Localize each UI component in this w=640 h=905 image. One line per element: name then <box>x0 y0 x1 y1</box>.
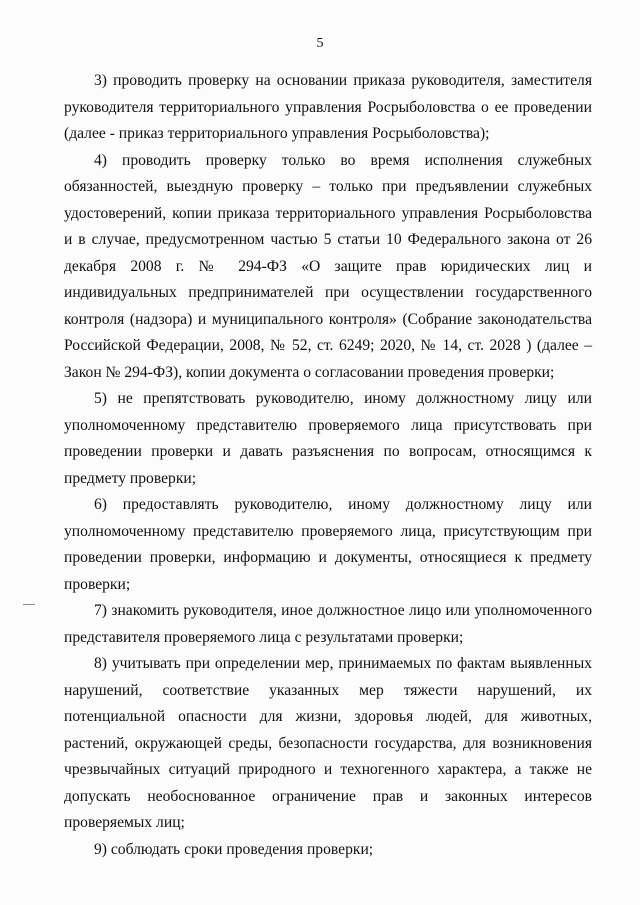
margin-mark <box>23 604 35 605</box>
paragraph-9: 9) соблюдать сроки проведения проверки; <box>94 840 374 858</box>
page-number: 5 <box>316 36 324 51</box>
paragraph-5: 5) не препятствовать руководителю, иному должностному лицу или уполномоченному представителю проверяемого лица присутствовать при проведении проверки и давать разъяснения по вопросам, относящимся к предмету проверки; <box>64 390 592 487</box>
paragraph-6: 6) предоставлять руководителю, иному должностному лицу или уполномоченному представителю проверяемого лица, присутствующим при проведении проверки, информацию и документы, относящиеся к предмету проверки; <box>64 496 592 593</box>
paragraph-7: 7) знакомить руководителя, иное должностное лицо или уполномоченного представителя проверяемого лица с результатами проверки; <box>64 602 592 646</box>
paragraph-3: 3) проводить проверку на основании приказа руководителя, заместителя руководителя территориального управления Росрыболовства о ее проведении (далее - приказ территориального управления Росрыболовства); <box>64 72 592 142</box>
document-body <box>64 68 592 863</box>
paragraph-4: 4) проводить проверку только во время исполнения служебных обязанностей, выездную проверку – только при предъявлении служебных удостоверений, копии приказа территориального управления Росрыболовства и в случае, предусмотренном частью 5 статьи 10 Федерального закона от 26 декабря 2008 г. № 294-ФЗ «О защите прав юридических лиц и индивидуальных предпринимателей при осуществлении государственного контроля (надзора) и муниципального контроля» (Собрание законодательства Российской Федерации, 2008, № 52, ст. 6249; 2020, № 14, ст. 2028 ) (далее – Закон № 294-ФЗ), копии документа о согласовании проведения проверки; <box>64 151 592 381</box>
paragraph-8: 8) учитывать при определении мер, принимаемых по фактам выявленных нарушений, соответствие указанных мер тяжести нарушений, их потенциальной опасности для жизни, здоровья людей, для животных, растений, окружающей среды, безопасности государства, для возникновения чрезвычайных ситуаций природного и техногенного характера, а также не допускать необоснованное ограничение прав и законных интересов проверяемых лиц; <box>64 655 592 831</box>
